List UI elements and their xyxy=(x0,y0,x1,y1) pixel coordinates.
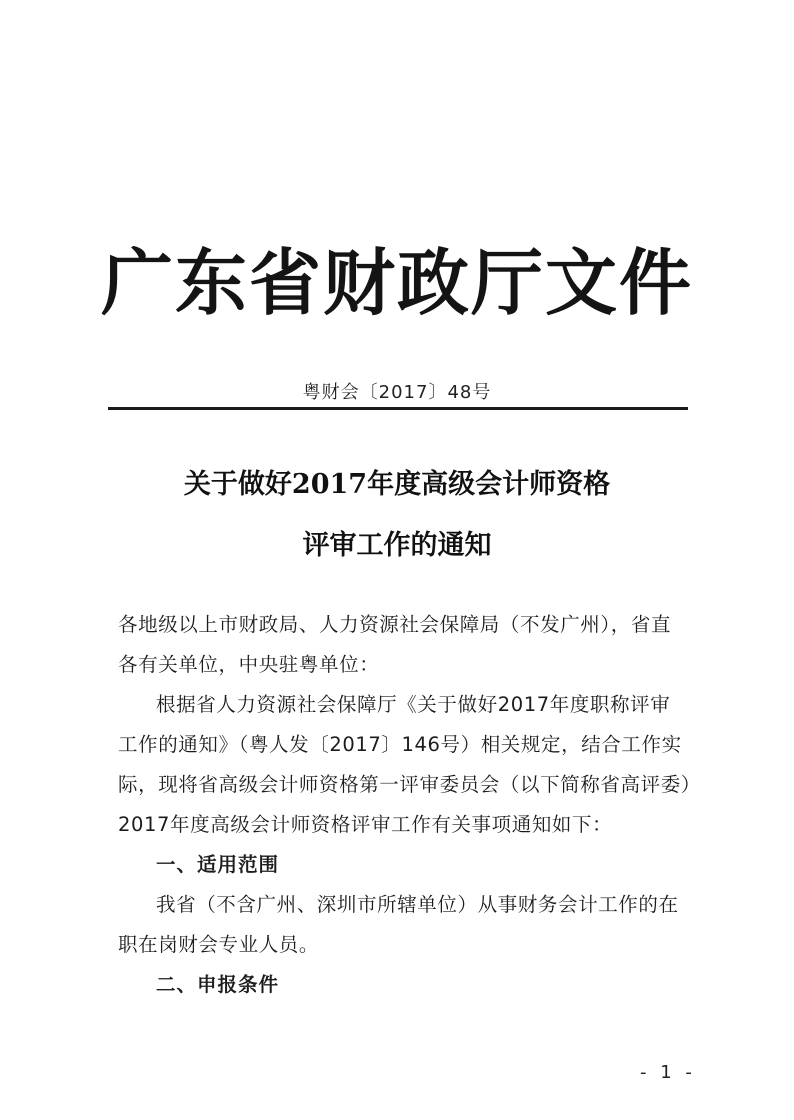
document-number: 粤财会〔2017〕48号 xyxy=(302,382,492,403)
body-paragraph-line: 工作的通知》（粤人发〔2017〕146号）相关规定，结合工作实 xyxy=(118,733,682,756)
header-divider xyxy=(108,407,688,410)
addressee-line-1: 各地级以上市财政局、人力资源社会保障局（不发广州），省直 xyxy=(118,613,672,636)
section-heading-conditions: 二、申报条件 xyxy=(156,973,280,996)
addressee-line-2: 各有关单位，中央驻粤单位： xyxy=(118,653,380,676)
body-paragraph-line: 际，现将省高级会计师资格第一评审委员会（以下简称省高评委） xyxy=(118,773,701,796)
document-title-line-1: 关于做好2017年度高级会计师资格 xyxy=(183,469,611,500)
body-paragraph-line: 我省（不含广州、深圳市所辖单位）从事财务会计工作的在 xyxy=(156,893,679,916)
issuer-header-title: 广东省财政厅文件 xyxy=(100,240,693,325)
body-paragraph-line: 2017年度高级会计师资格评审工作有关事项通知如下： xyxy=(118,813,613,836)
section-heading-scope: 一、适用范围 xyxy=(156,853,280,876)
body-paragraph-line: 职在岗财会专业人员。 xyxy=(118,933,320,956)
body-paragraph-line: 根据省人力资源社会保障厅《关于做好2017年度职称评审 xyxy=(156,693,671,716)
page-number: - 1 - xyxy=(640,1062,696,1083)
document-title-line-2: 评审工作的通知 xyxy=(302,530,492,561)
